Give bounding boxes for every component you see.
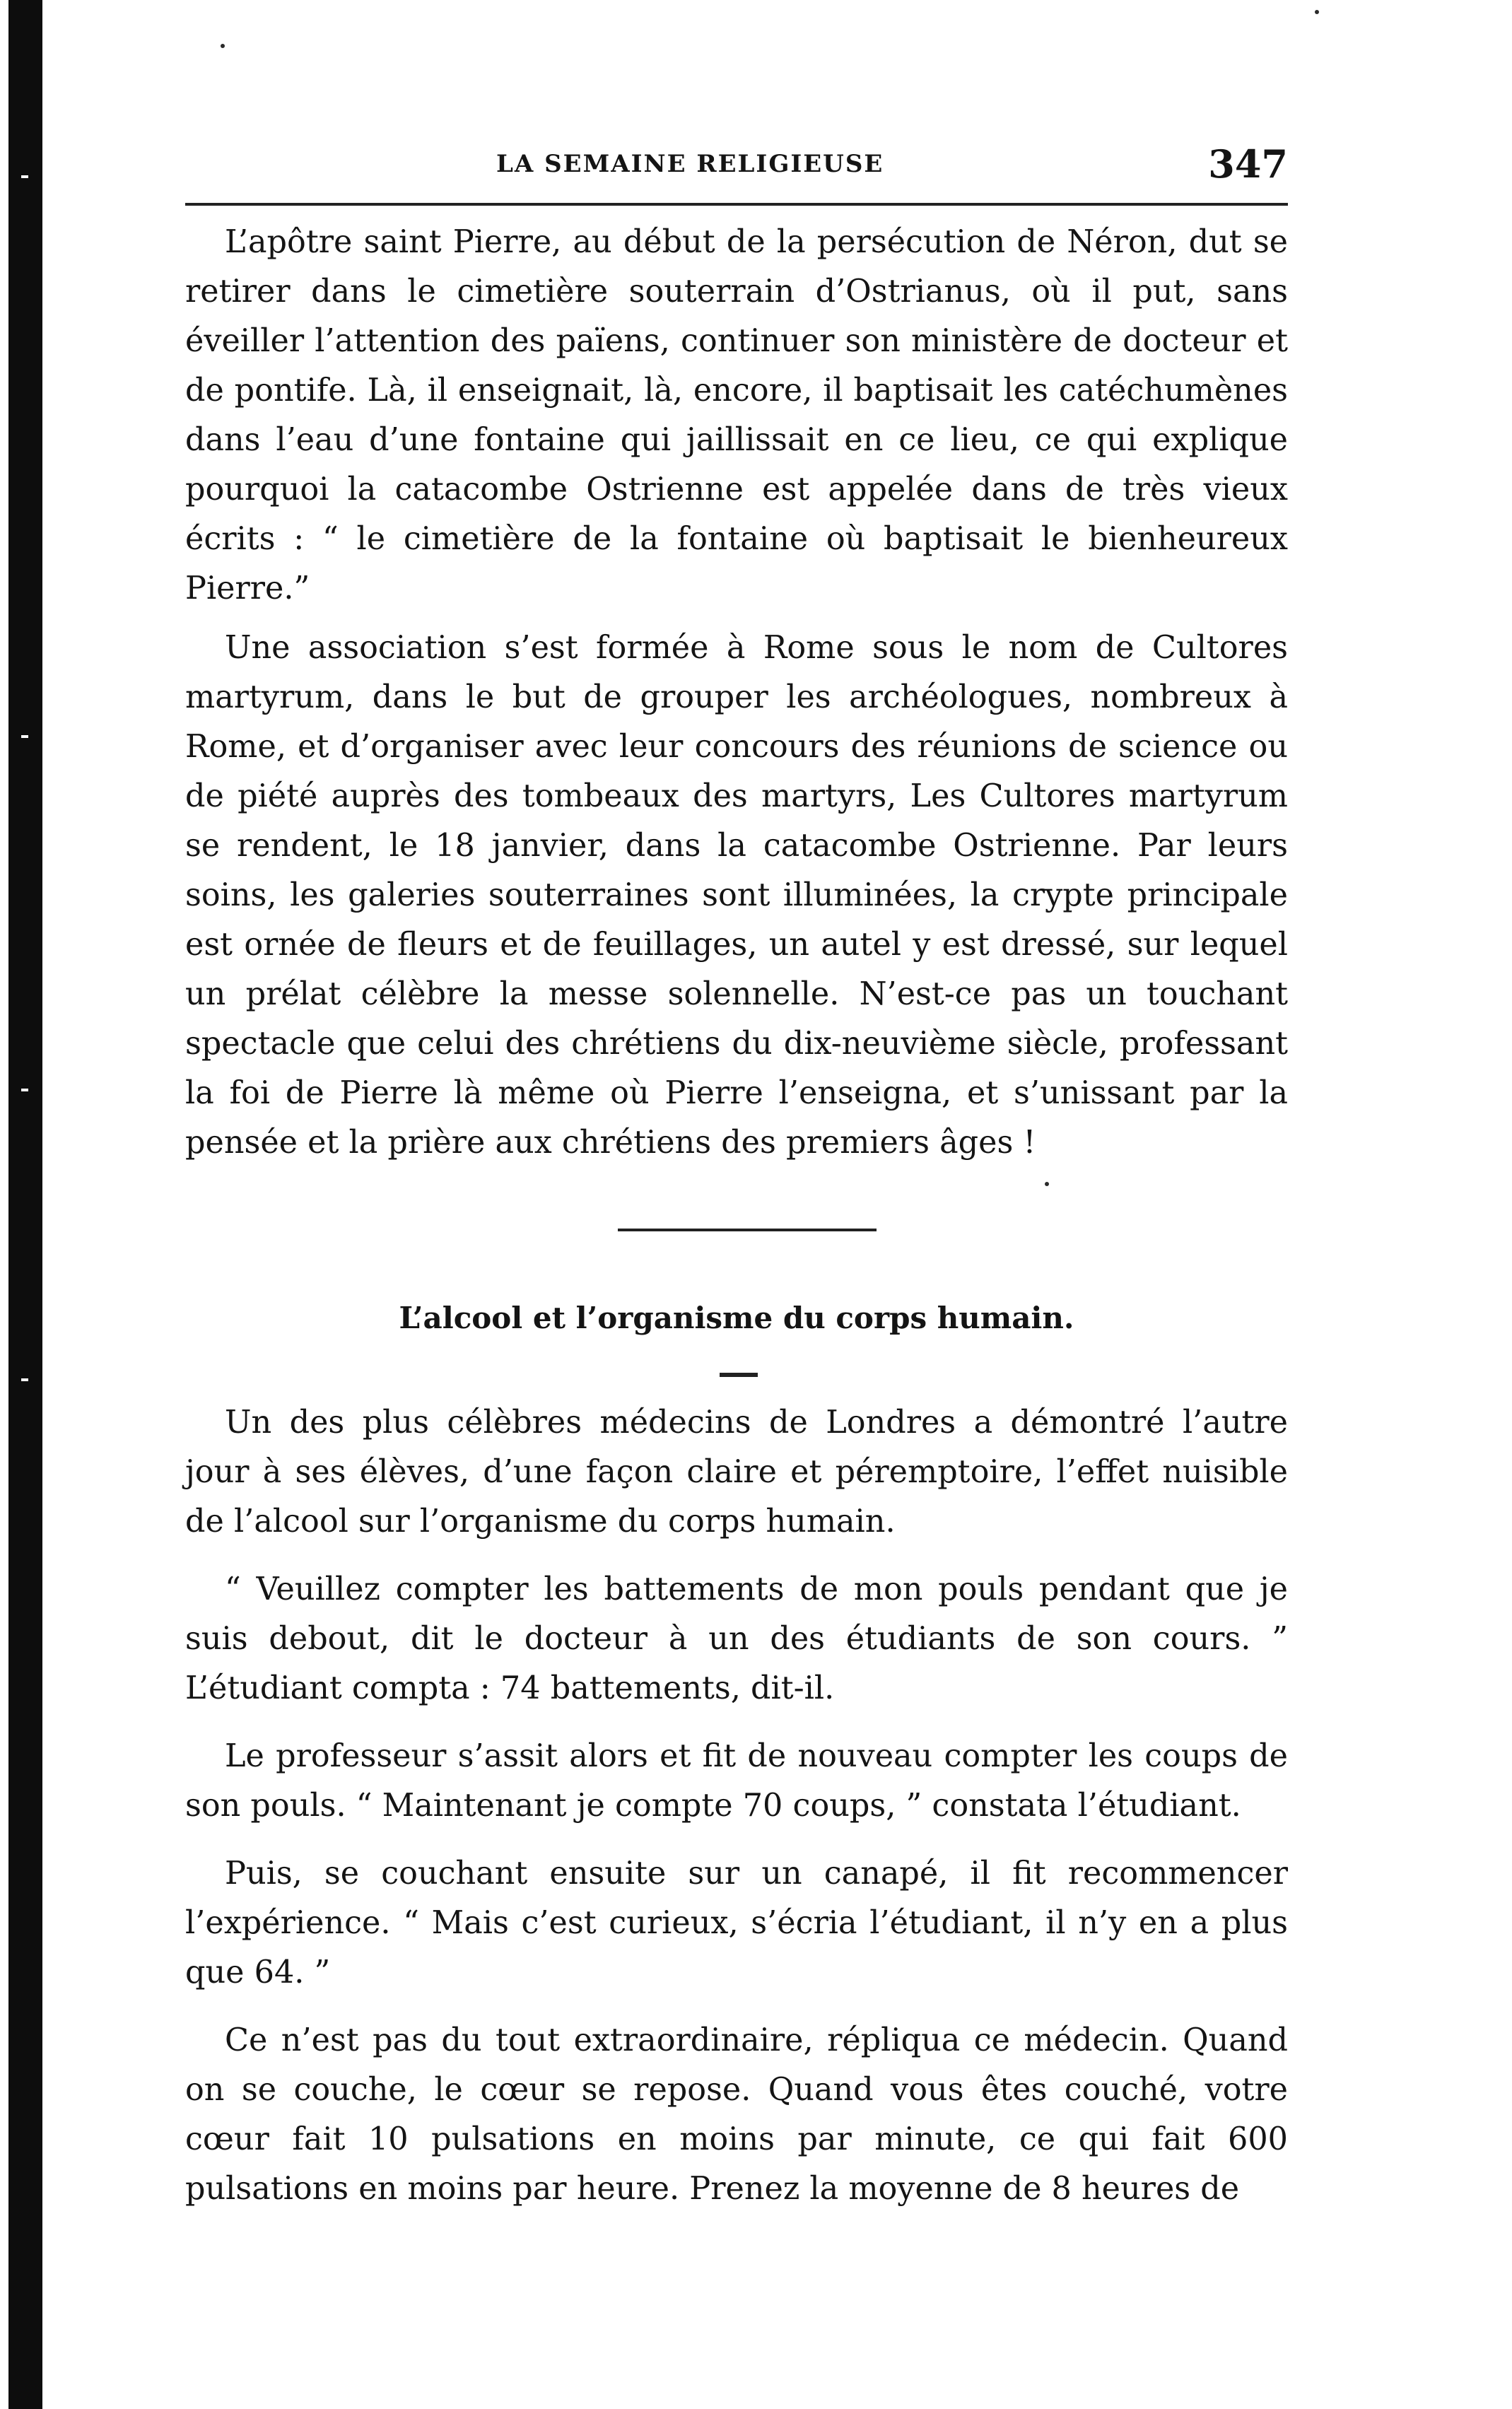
binding-mark — [21, 1378, 28, 1381]
binding-mark — [21, 175, 28, 178]
paragraph: Une association s’est formée à Rome sous le nom de Cultores martyrum, dans le but de grouper les archéologues, nombreux à Rome, et d’organiser avec leur concours des réunions de science ou de piété auprès des tombeaux des martyrs, Les Cultores martyrum se rendent, le 18 janvier, dans la catacombe Ostrienne. Par leurs soins, les galeries souterraines sont illuminées, la crypte principale est ornée de fleurs et de feuillages, un autel y est dressé, sur lequel un prélat célèbre la messe solennelle. N’est-ce pas un touchant spectacle que celui des chrétiens du dix-neuvième siècle, professant la foi de Pierre là même où Pierre l’enseigna, et s’unissant par la pensée et la prière aux chrétiens des premiers âges ! — [185, 630, 1288, 1161]
paragraph: Un des plus célèbres médecins de Londres a démontré l’autre jour à ses élèves, d’une façon claire et péremptoire, l’effet nuisible de l’alcool sur l’organisme du corps humain. — [185, 1405, 1288, 1540]
page-binding-edge — [8, 0, 42, 2409]
page-number: 347 — [1208, 141, 1288, 187]
paragraph: “ Veuillez compter les battements de mon pouls pendant que je suis debout, dit le docteur à un des étudiants de son cours. ” L’étudiant compta : 74 battements, dit-il. — [185, 1571, 1288, 1706]
paper-speck — [1045, 1182, 1049, 1186]
section-divider — [618, 1229, 877, 1231]
paragraph: L’apôtre saint Pierre, au début de la persécution de Néron, dut se retirer dans le cimetière souterrain d’Ostrianus, où il put, sans éveiller l’attention des païens, continuer son ministère de docteur et de pontife. Là, il enseignait, là, encore, il baptisait les catéchumènes dans l’eau d’une fontaine qui jaillissait en ce lieu, ce qui explique pourquoi la catacombe Ostrienne est appelée dans de très vieux écrits : “ le cimetière de la fontaine où baptisait le bienheureux Pierre.” — [185, 224, 1288, 606]
paper-speck — [221, 44, 225, 48]
paragraph: Ce n’est pas du tout extraordinaire, répliqua ce médecin. Quand on se couche, le cœur se repose. Quand vous êtes couché, votre cœur fait 10 pulsations en moins par minute, ce qui fait 600 pulsations en moins par heure. Prenez la moyenne de 8 heures de — [185, 2022, 1288, 2207]
header-rule — [185, 203, 1288, 206]
running-title: LA SEMAINE RELIGIEUSE — [496, 150, 884, 178]
paragraph: Puis, se couchant ensuite sur un canapé, il fit recommencer l’expérience. “ Mais c’est curieux, s’écria l’étudiant, il n’y en a plus que 64. ” — [185, 1856, 1288, 1991]
intro-text — [185, 218, 1288, 1168]
binding-mark — [21, 1089, 28, 1091]
section-title: L’alcool et l’organisme du corps humain. — [399, 1301, 1074, 1335]
paragraph: Le professeur s’assit alors et fit de nouveau compter les coups de son pouls. “ Maintenant je compte 70 coups, ” constata l’étudiant. — [185, 1738, 1288, 1824]
title-dash — [720, 1373, 758, 1377]
binding-mark — [21, 735, 28, 738]
section-text — [185, 1398, 1288, 2214]
paper-speck — [1315, 10, 1319, 14]
page-header — [185, 141, 1288, 198]
